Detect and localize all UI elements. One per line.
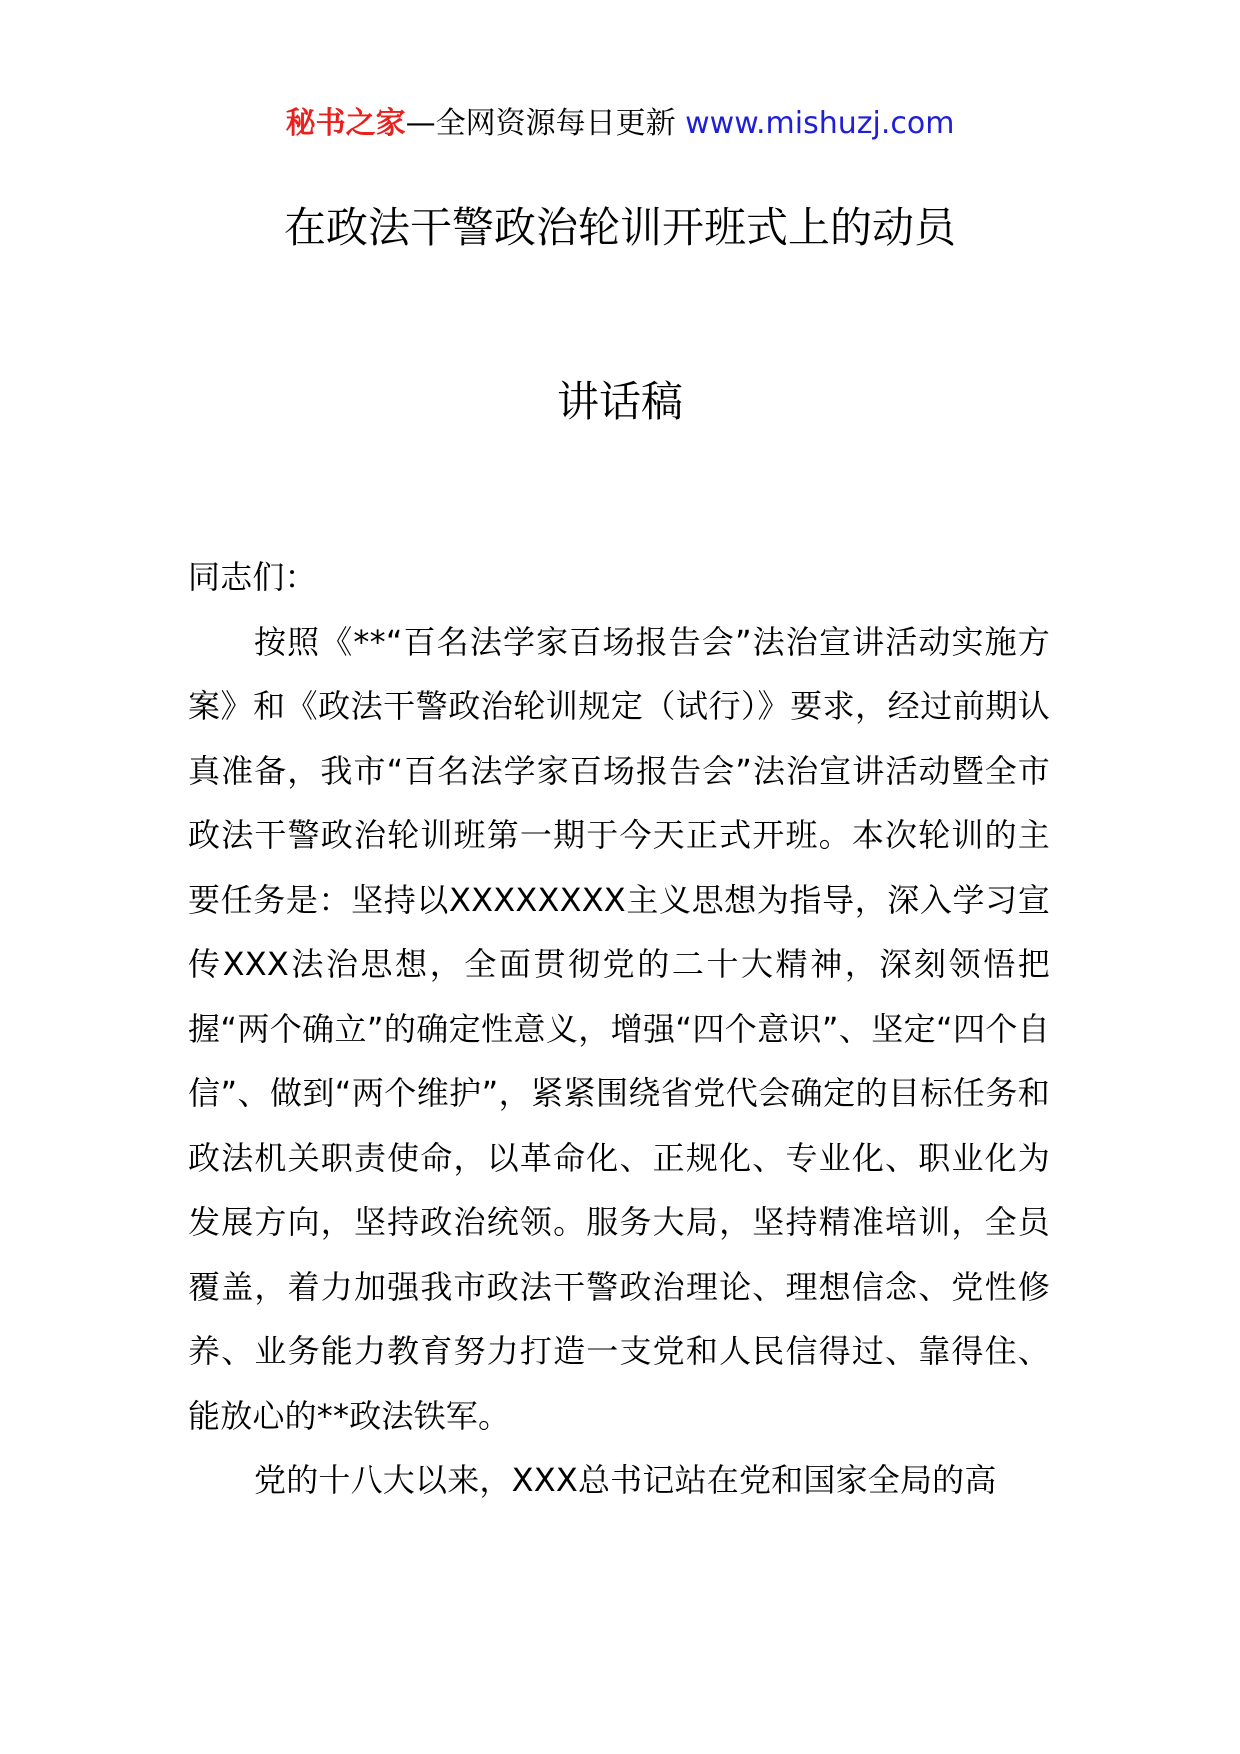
brand-name: 秘书之家 bbox=[285, 106, 406, 141]
document-body bbox=[188, 545, 1050, 1513]
paragraph-2: 党的十八大以来，XXX总书记站在党和国家全局的高 bbox=[254, 1461, 997, 1499]
header-tagline: —全网资源每日更新 bbox=[405, 106, 676, 141]
document-title-line-2: 讲话稿 bbox=[556, 377, 683, 426]
document-title-line-1: 在政法干警政治轮训开班式上的动员 bbox=[283, 203, 956, 252]
paragraph-1: 按照《**“百名法学家百场报告会”法治宣讲活动实施方案》和《政法干警政治轮训规定（试行）》要求，经过前期认真准备，我市“百名法学家百场报告会”法治宣讲活动暨全市政法干警政治轮训班第一期于今天正式开班。本次轮训的主要任务是：坚持以XXXXXXXX主义思想为指导，深入学习宣传XXX法治思想，全面贯彻党的二十大精神，深刻领悟把握“两个确立”的确定性意义，增强“四个意识”、坚定“四个自信”、做到“两个维护”，紧紧围绕省党代会确定的目标任务和政法机关职责使命，以革命化、正规化、专业化、职业化为发展方向，坚持政治统领。服务大局，坚持精准培训，全员覆盖，着力加强我市政法干警政治理论、理想信念、党性修养、业务能力教育努力打造一支党和人民信得过、靠得住、能放心的**政法铁军。 bbox=[188, 622, 1050, 1435]
site-url-link[interactable]: www.mishuzj.com bbox=[685, 106, 955, 141]
salutation: 同志们： bbox=[188, 558, 317, 596]
site-header bbox=[0, 100, 1240, 148]
